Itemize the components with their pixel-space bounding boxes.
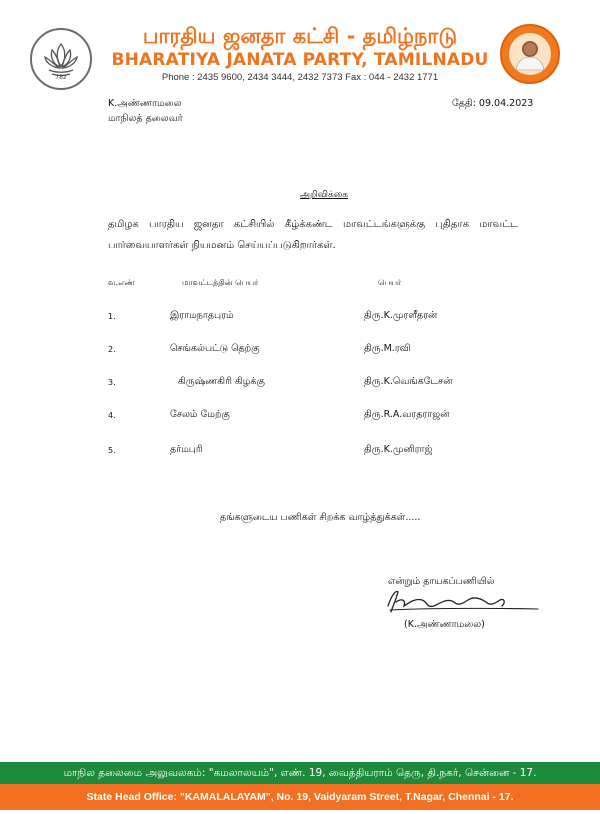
signature-name: (K.அண்ணாமலை) <box>404 619 485 630</box>
row-district: தர்மபுரி <box>170 444 203 455</box>
lotus-logo-icon <box>30 28 92 90</box>
row-district: இராமநாதபுரம் <box>170 310 234 321</box>
letter-date: தேதி: 09.04.2023 <box>452 98 534 109</box>
party-title-tamil: பாரதிய ஜனதா கட்சி - தமிழ்நாடு <box>142 24 458 48</box>
row-district: கிருஷ்ணகிரி கிழக்கு <box>178 376 265 387</box>
row-serial: 1. <box>108 312 116 321</box>
row-district: செங்கல்பட்டு தெற்கு <box>170 343 260 354</box>
row-serial: 2. <box>108 345 116 354</box>
row-district: சேலம் மேற்கு <box>170 409 230 420</box>
row-serial: 4. <box>108 411 116 420</box>
row-observer-name: திரு.K.முரளீதரன் <box>364 310 438 321</box>
table-header-name: பெயர் <box>378 278 402 287</box>
sender-name: K.அண்ணாமலை <box>108 98 182 109</box>
phone-fax-line: Phone : 2435 9600, 2434 3444, 2432 7373 Fax : 044 - 2432 1771 <box>161 72 439 83</box>
notice-heading: அறிவிக்கை <box>300 190 349 200</box>
footer-address-tamil: மாநில தலைமை அலுவலகம்: "கமலாலயம்", எண். 19, வைத்தியராம் தெரு, தி.நகர், சென்னை - 17. <box>0 762 600 784</box>
closing-wishes: தங்களுடைய பணிகள் சிறக்க வாழ்த்துக்கள்..... <box>220 512 421 523</box>
sender-designation: மாநிலத் தலைவர் <box>108 113 183 124</box>
table-header-district: மாவட்டத்தின் பெயர் <box>182 278 259 287</box>
party-title-english: BHARATIYA JANATA PARTY, TAMILNADU <box>111 50 489 70</box>
row-serial: 5. <box>108 446 116 455</box>
row-observer-name: திரு.K.முனிராஜ் <box>364 444 433 455</box>
footer-address-english: State Head Office: "KAMALALAYAM", No. 19, Vaidyaram Street, T.Nagar, Chennai - 17. <box>0 784 600 810</box>
row-serial: 3. <box>108 378 116 387</box>
portrait-icon <box>500 24 560 84</box>
closing-regards: என்றும் தாயகப்பணியில் <box>388 576 495 587</box>
table-header-serial: வ.எண் <box>108 278 135 287</box>
logo-number: 782 <box>55 74 67 81</box>
row-observer-name: திரு.K.வெங்கடேசன் <box>364 376 453 387</box>
row-observer-name: திரு.M.ரவி <box>364 343 411 354</box>
notice-body: தமிழக பாரதிய ஜனதா கட்சியில் கீழ்க்கண்ட மாவட்டங்களுக்கு புதிதாக மாவட்ட பார்வையாளர்கள் நியமனம் செய்யப்படுகிறார்கள். <box>108 219 518 251</box>
row-observer-name: திரு.R.A.வரதராஜன் <box>364 409 450 420</box>
